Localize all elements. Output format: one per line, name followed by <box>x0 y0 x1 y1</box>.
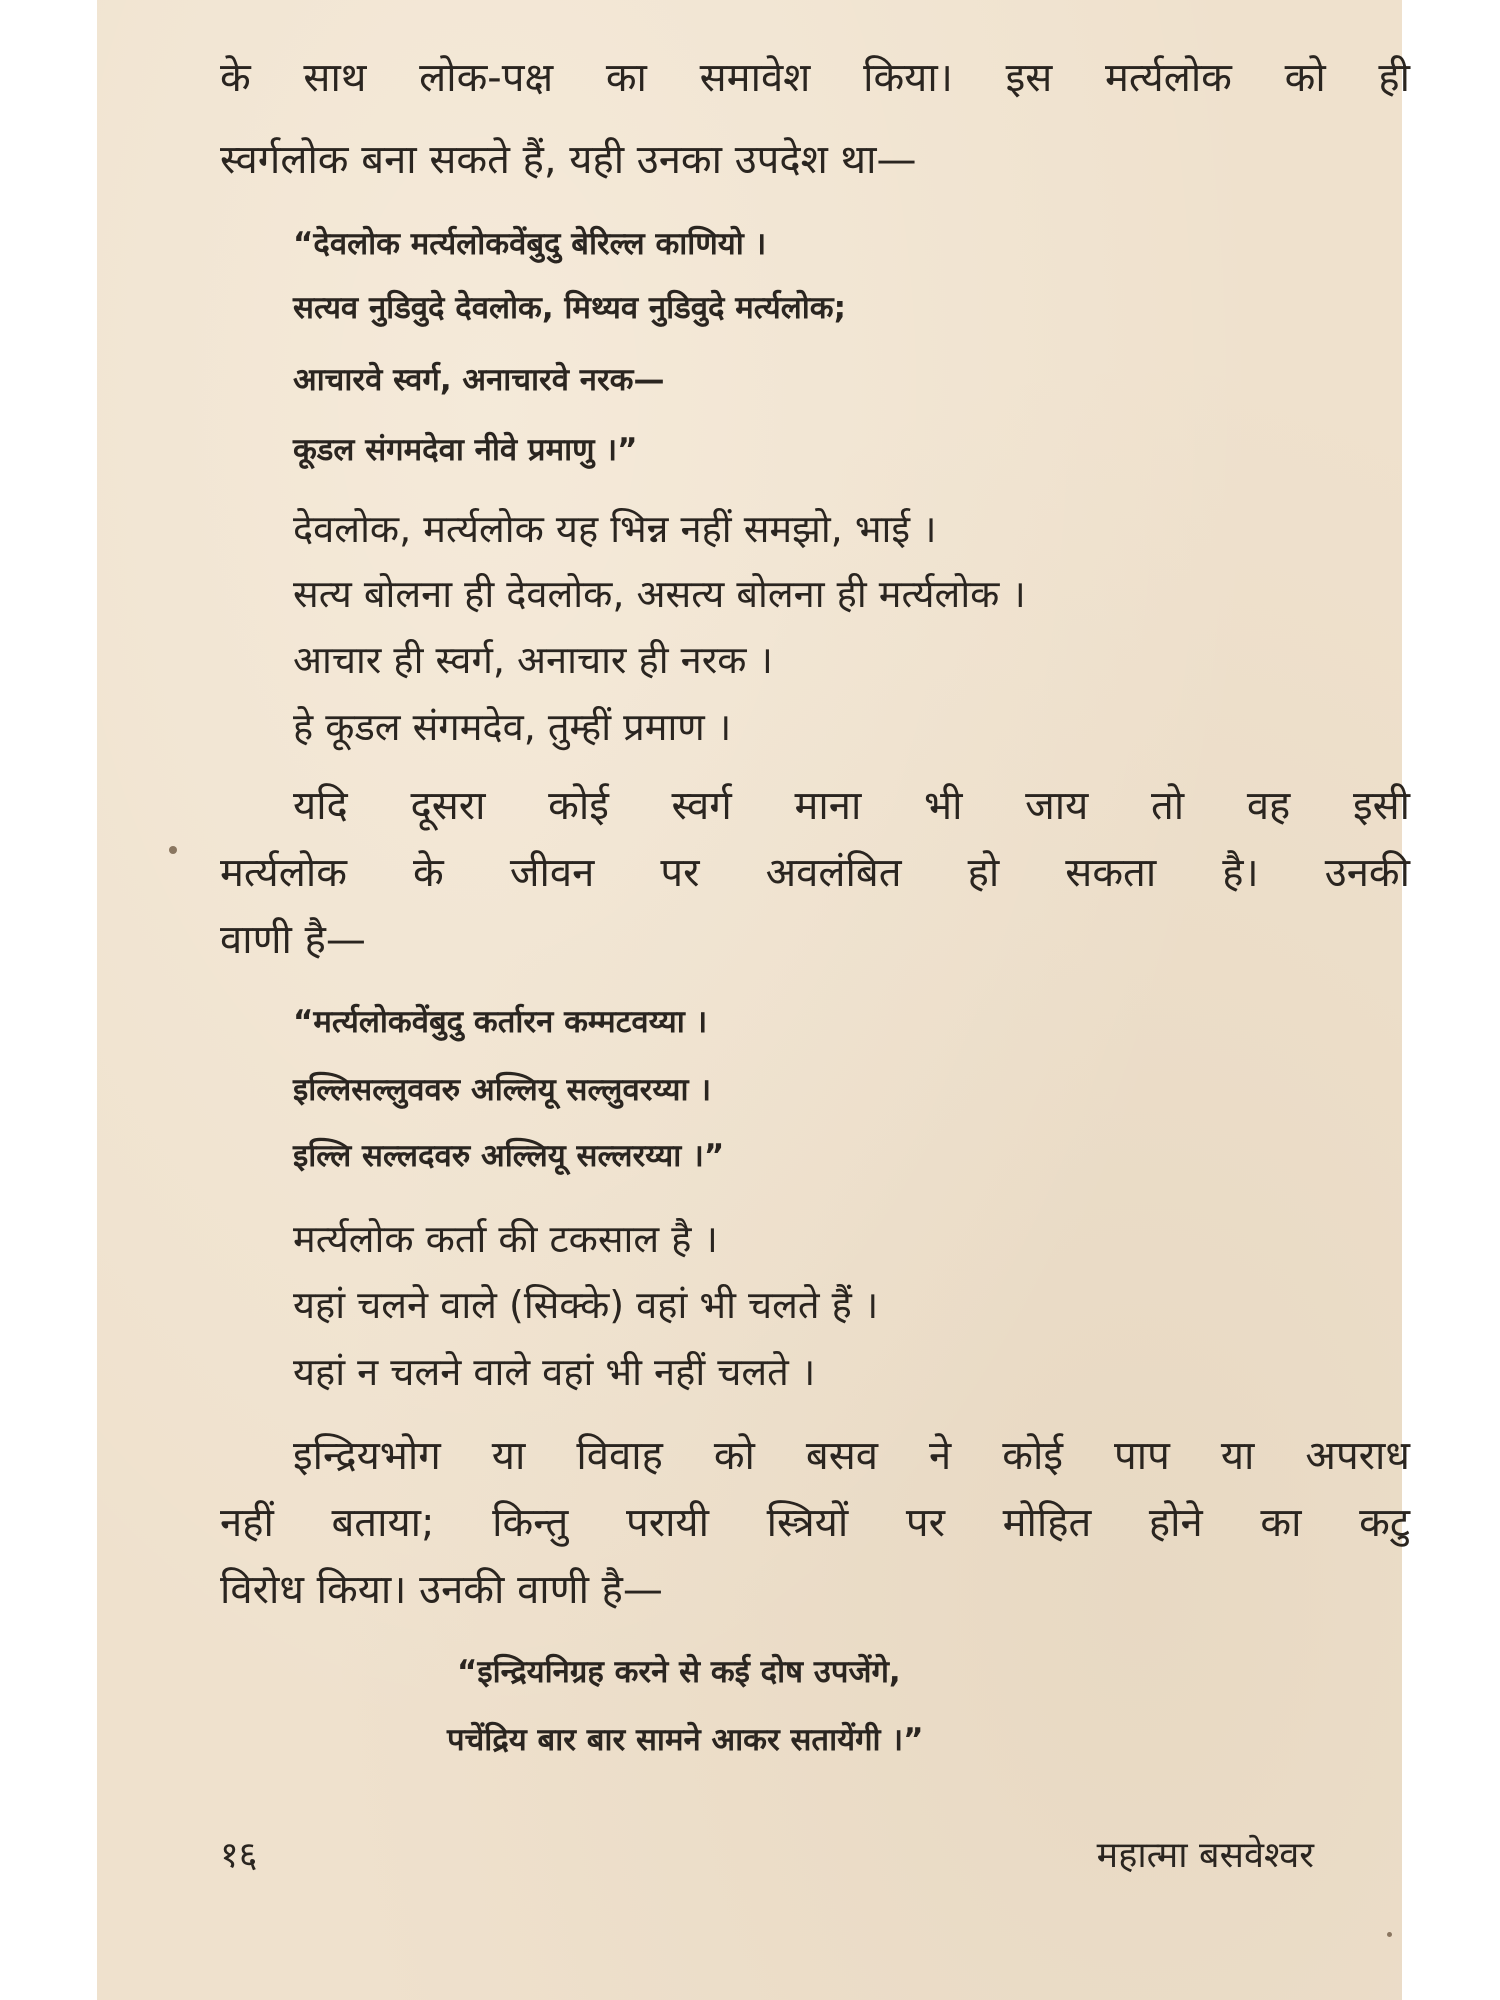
verse-2-line-2: इल्लिसल्लुववरु अल्लियू सल्लुवरय्या । <box>293 1072 712 1108</box>
running-footer-title: महात्मा बसवेश्वर <box>1096 1835 1314 1876</box>
paragraph-1-line-1: के साथ लोक-पक्ष का समावेश किया। इस मर्त्यलोक को ही <box>220 55 1410 101</box>
verse-1-line-2: सत्यव नुडिवुदे देवलोक, मिथ्यव नुडिवुदे मर्त्यलोक; <box>293 290 846 326</box>
paragraph-1-line-2: स्वर्गलोक बना सकते हैं, यही उनका उपदेश था— <box>220 137 917 183</box>
translation-1-line-1: देवलोक, मर्त्यलोक यह भिन्न नहीं समझो, भाई । <box>293 507 937 551</box>
page-number: १६ <box>220 1835 258 1876</box>
verse-1-line-1: “देवलोक मर्त्यलोकवेंबुदु बेरिल्ल काणियो । <box>293 226 767 262</box>
verse-2-line-1: “मर्त्यलोकवेंबुदु कर्तारन कम्मटवय्या । <box>293 1004 708 1040</box>
translation-2-line-3: यहां न चलने वाले वहां भी नहीं चलते । <box>293 1350 816 1394</box>
verse-2-line-3: इल्लि सल्लदवरु अल्लियू सल्लरय्या ।” <box>293 1138 725 1174</box>
paper-speck <box>169 846 177 854</box>
verse-1-line-3: आचारवे स्वर्ग, अनाचारवे नरक— <box>293 362 665 398</box>
paper-speck <box>1387 1932 1392 1937</box>
translation-1-line-3: आचार ही स्वर्ग, अनाचार ही नरक । <box>293 638 773 682</box>
translation-1-line-4: हे कूडल संगमदेव, तुम्हीं प्रमाण । <box>293 705 732 749</box>
paragraph-3-line-1: इन्द्रियभोग या विवाह को बसव ने कोई पाप या अपराध <box>293 1433 1410 1479</box>
translation-2-line-2: यहां चलने वाले (सिक्के) वहां भी चलते हैं । <box>293 1283 879 1327</box>
paragraph-3-line-2: नहीं बताया; किन्तु परायी स्त्रियों पर मोहित होने का कटु <box>220 1500 1410 1546</box>
verse-3-line-2: पचेंद्रिय बार बार सामने आकर सतायेंगी ।” <box>447 1722 924 1758</box>
verse-1-line-4: कूडल संगमदेवा नीवे प्रमाणु ।” <box>293 432 638 468</box>
paragraph-2-line-1: यदि दूसरा कोई स्वर्ग माना भी जाय तो वह इसी <box>293 783 1410 829</box>
translation-2-line-1: मर्त्यलोक कर्ता की टकसाल है । <box>293 1217 718 1261</box>
paragraph-3-line-3: विरोध किया। उनकी वाणी है— <box>220 1567 663 1613</box>
book-page <box>97 0 1410 2000</box>
paragraph-2-line-2: मर्त्यलोक के जीवन पर अवलंबित हो सकता है। उनकी <box>220 850 1410 896</box>
verse-3-line-1: “इन्द्रियनिग्रह करने से कई दोष उपजेंगे, <box>457 1654 901 1690</box>
paragraph-2-line-3: वाणी है— <box>220 917 366 963</box>
translation-1-line-2: सत्य बोलना ही देवलोक, असत्य बोलना ही मर्त्यलोक । <box>293 572 1026 616</box>
